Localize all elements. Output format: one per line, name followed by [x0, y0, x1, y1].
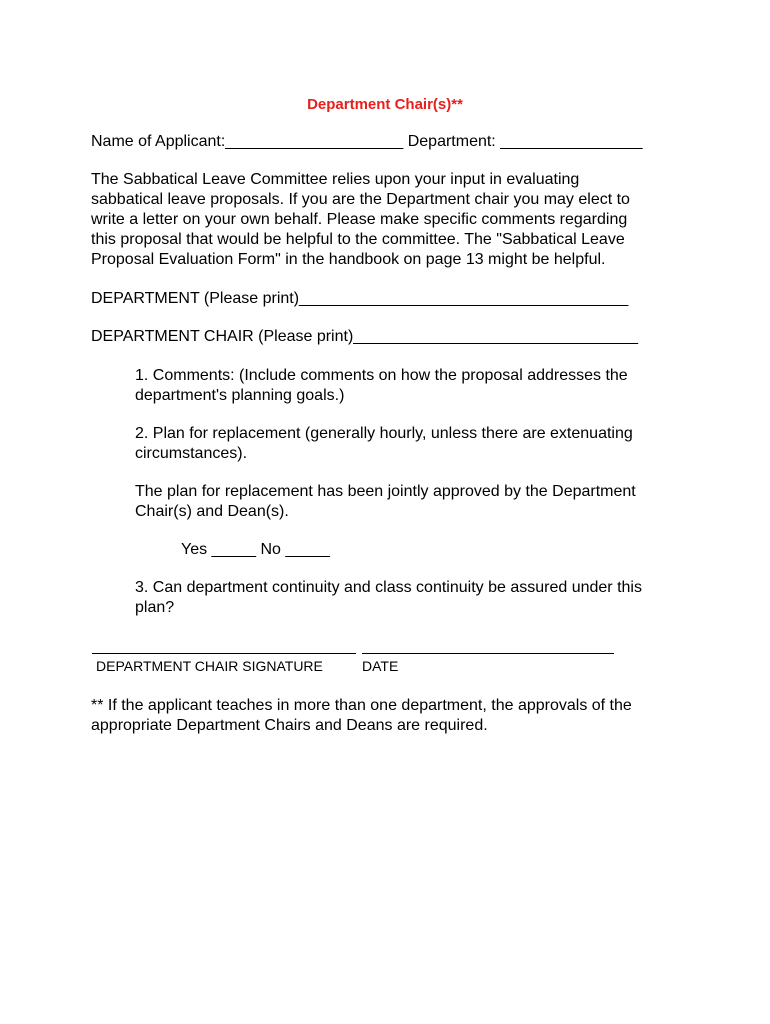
signature-label: DEPARTMENT CHAIR SIGNATURE: [96, 658, 323, 674]
continuity-item-line: plan?: [135, 599, 175, 616]
department-print-line: DEPARTMENT (Please print)_____________________________________: [91, 290, 629, 307]
date-rule: [362, 653, 614, 654]
replacement-item-line: 2. Plan for replacement (generally hourly, unless there are extenuating: [135, 425, 633, 442]
intro-line: Proposal Evaluation Form" in the handbook on page 13 might be helpful.: [91, 251, 606, 268]
page-title: Department Chair(s)**: [307, 96, 463, 113]
intro-line: The Sabbatical Leave Committee relies upon your input in evaluating: [91, 171, 580, 188]
footnote-line: appropriate Department Chairs and Deans are required.: [91, 717, 488, 734]
yes-no-line: Yes _____ No _____: [181, 541, 330, 558]
chair-print-line: DEPARTMENT CHAIR (Please print)________________________________: [91, 328, 639, 345]
signature-rule: [92, 653, 356, 654]
intro-line: write a letter on your own behalf. Please make specific comments regarding: [91, 211, 628, 228]
replacement-item-line: circumstances).: [135, 445, 248, 462]
comments-item-line: 1. Comments: (Include comments on how the proposal addresses the: [135, 367, 628, 384]
applicant-line: Name of Applicant:____________________ Department: ________________: [91, 133, 643, 150]
intro-line: sabbatical leave proposals. If you are the Department chair you may elect to: [91, 191, 630, 208]
approval-line: The plan for replacement has been jointly approved by the Department: [135, 483, 636, 500]
approval-line: Chair(s) and Dean(s).: [135, 503, 289, 520]
date-label: DATE: [362, 658, 399, 674]
footnote-line: ** If the applicant teaches in more than one department, the approvals of the: [91, 697, 632, 714]
intro-line: this proposal that would be helpful to the committee. The "Sabbatical Leave: [91, 231, 625, 248]
comments-item-line: department's planning goals.): [135, 387, 345, 404]
continuity-item-line: 3. Can department continuity and class continuity be assured under this: [135, 579, 642, 596]
